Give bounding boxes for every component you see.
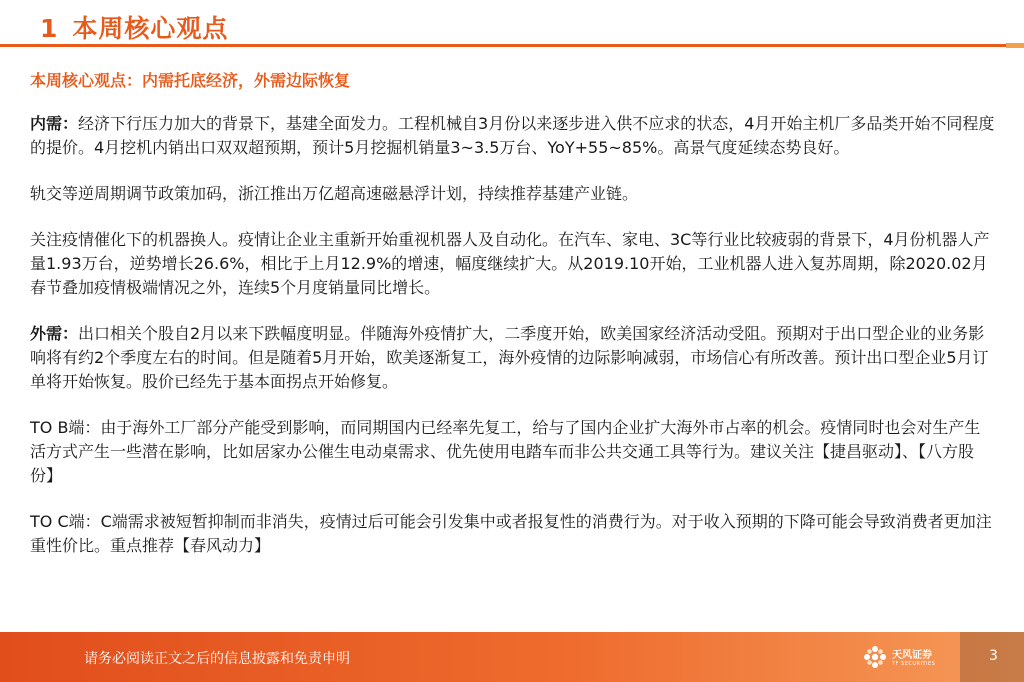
- section-title-text: 本周核心观点: [72, 14, 229, 43]
- paragraph-robotics: [30, 228, 996, 300]
- slide-footer: [0, 632, 1024, 682]
- company-logo: [862, 642, 952, 674]
- page-number: 3: [989, 648, 998, 664]
- header-accent-bar: [1006, 43, 1024, 48]
- logo-name-cn: 天风证券: [892, 650, 932, 661]
- paragraph-to-b: [30, 416, 996, 488]
- slide-subtitle: 本周核心观点：内需托底经济，外需边际恢复: [30, 71, 351, 90]
- slide-content: [30, 68, 996, 580]
- footer-disclaimer: 请务必阅读正文之后的信息披露和免责申明: [84, 651, 350, 667]
- logo-flower-icon: [862, 644, 888, 670]
- section-number: 1: [40, 14, 59, 43]
- paragraph-external-demand: [30, 322, 996, 394]
- paragraph-rail-transit: [30, 182, 996, 206]
- paragraph-text: 轨交等逆周期调节政策加码，浙江推出万亿超高速磁悬浮计划，持续推荐基建产业链。: [30, 184, 639, 203]
- paragraph-to-c: [30, 510, 996, 558]
- paragraph-text: TO C端：C端需求被短暂抑制而非消失，疫情过后可能会引发集中或者报复性的消费行为。对于收入预期的下降可能会导致消费者更加注重性价比。重点推荐【春风动力】: [30, 512, 992, 555]
- paragraph-label-domestic: 内需：: [30, 114, 79, 133]
- paragraph-text: 经济下行压力加大的背景下，基建全面发力。工程机械自3月份以来逐步进入供不应求的状态，4月开始主机厂多品类开始不同程度的提价。4月挖机内销出口双双超预期，预计5月挖掘机销量3~3.5万台、YoY+55~85%。高景气度延续态势良好。: [30, 114, 995, 157]
- logo-name-en: TF SECURITIES: [892, 661, 936, 667]
- paragraph-text: 关注疫情催化下的机器换人。疫情让企业主重新开始重视机器人及自动化。在汽车、家电、3C等行业比较疲弱的背景下，4月份机器人产量1.93万台，逆势增长26.6%，相比于上月12.9%的增速，幅度继续扩大。从2019.10开始，工业机器人进入复苏周期，除2020.02月春节叠加疫情极端情况之外，连续5个月度销量同比增长。: [30, 230, 990, 297]
- header-divider: [0, 44, 1024, 47]
- slide-header: [0, 0, 1024, 52]
- section-title: [40, 9, 228, 45]
- paragraph-domestic-demand: [30, 112, 996, 160]
- paragraph-text: 出口相关个股自2月以来下跌幅度明显。伴随海外疫情扩大，二季度开始，欧美国家经济活动受阻。预期对于出口型企业的业务影响将有约2个季度左右的时间。但是随着5月开始，欧美逐渐复工，海外疫情的边际影响减弱，市场信心有所改善。预计出口型企业5月订单将开始恢复。股价已经先于基本面拐点开始修复。: [30, 324, 989, 391]
- paragraph-label-external: 外需：: [30, 324, 79, 343]
- paragraph-text: TO B端：由于海外工厂部分产能受到影响，而同期国内已经率先复工，给与了国内企业扩大海外市占率的机会。疫情同时也会对生产生活方式产生一些潜在影响，比如居家办公催生电动桌需求、优先使用电踏车而非公共交通工具等行为。建议关注【捷昌驱动】、【八方股份】: [30, 418, 981, 485]
